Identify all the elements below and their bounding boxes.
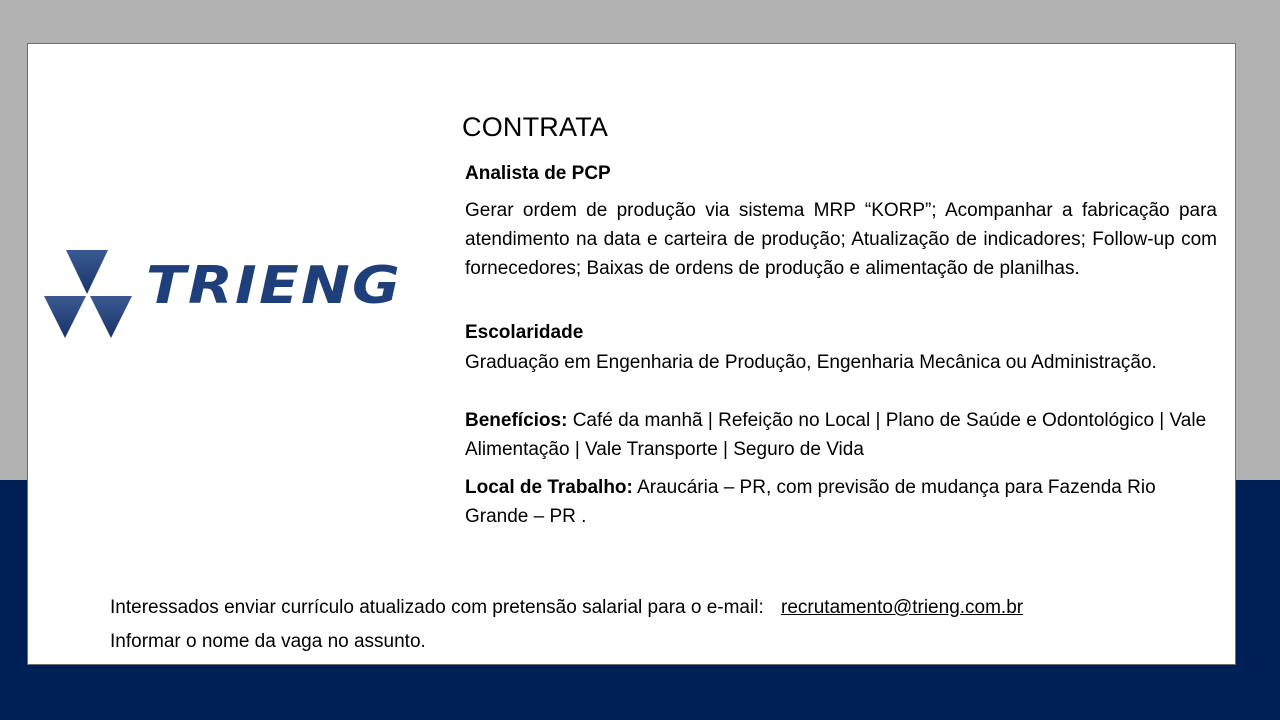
company-logo bbox=[42, 248, 412, 340]
job-title: Analista de PCP bbox=[465, 163, 611, 184]
email-link[interactable]: recrutamento@trieng.com.br bbox=[781, 597, 1024, 618]
workplace bbox=[465, 473, 1217, 531]
job-description: Gerar ordem de produção via sistema MRP “KORP”; Acompanhar a fabricação para atendimento na data e carteira de produção; Atualização de indicadores; Follow-up com fornecedores; Baixas de ordens de produção e alimentação de planilhas. bbox=[465, 200, 1217, 279]
headline: CONTRATA bbox=[462, 112, 609, 142]
apply-instructions bbox=[110, 597, 1023, 619]
education-label: Escolaridade bbox=[465, 322, 584, 343]
benefits bbox=[465, 406, 1217, 464]
workplace-text: Araucária – PR, com previsão de mudança para Fazenda Rio Grande – PR . bbox=[465, 477, 1156, 527]
benefits-label: Benefícios: bbox=[465, 410, 568, 431]
subject-note: Informar o nome da vaga no assunto. bbox=[110, 631, 426, 652]
benefits-text: Café da manhã | Refeição no Local | Plano de Saúde e Odontológico | Vale Alimentação | Vale Transporte | Seguro de Vida bbox=[465, 410, 1207, 460]
apply-text: Interessados enviar currículo atualizado com pretensão salarial para o e-mail: bbox=[110, 597, 764, 618]
education-text: Graduação em Engenharia de Produção, Engenharia Mecânica ou Administração. bbox=[465, 352, 1157, 373]
logo-text: TRIENG bbox=[146, 256, 403, 316]
workplace-label: Local de Trabalho: bbox=[465, 477, 633, 498]
job-posting-card bbox=[27, 43, 1236, 665]
